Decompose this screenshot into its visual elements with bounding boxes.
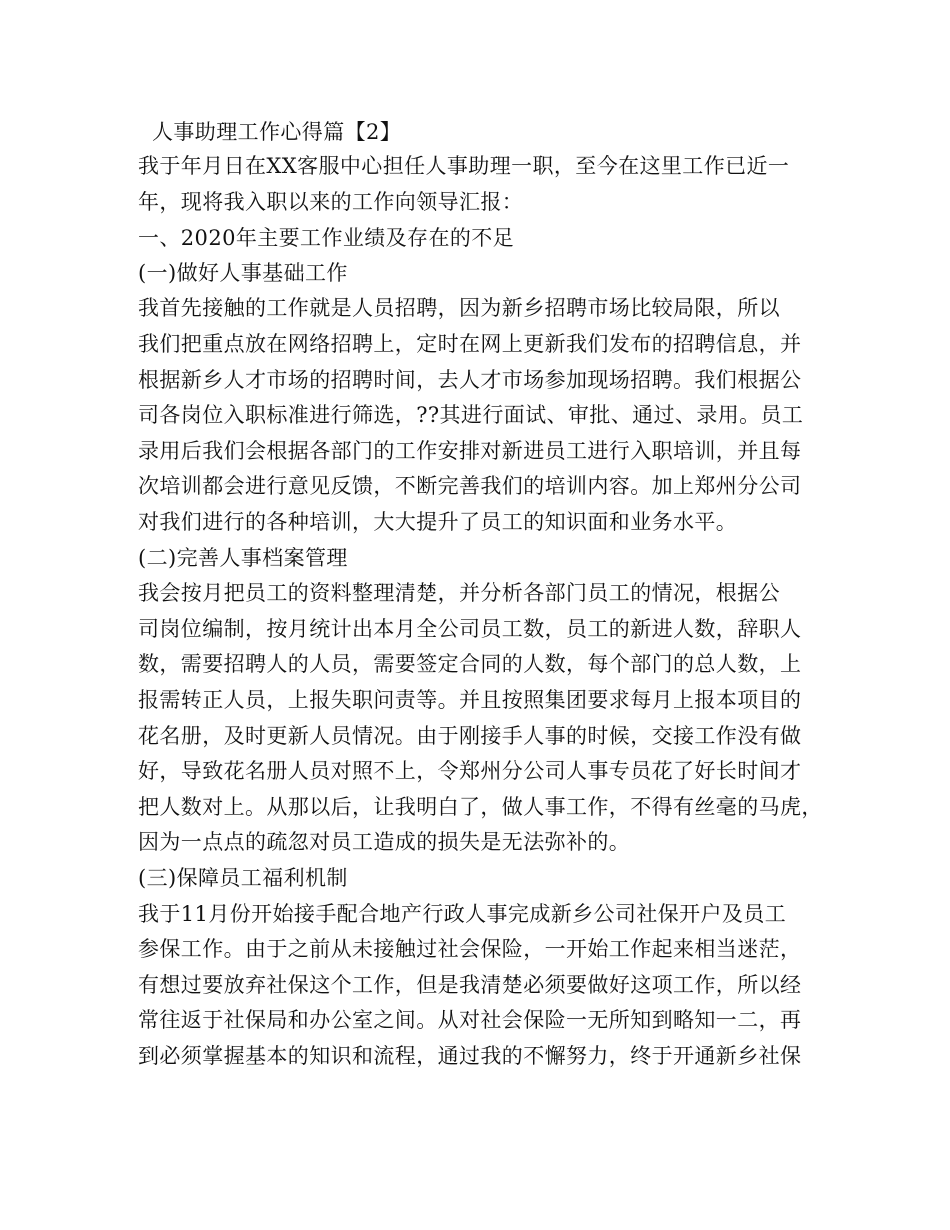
text-line: 根据新乡人才市场的招聘时间，去人才市场参加现场招聘。我们根据公 bbox=[138, 368, 802, 392]
text-line: 次培训都会进行意见反馈，不断完善我们的培训内容。加上郑州分公司 bbox=[138, 474, 802, 498]
text-line: 年，现将我入职以来的工作向领导汇报： bbox=[138, 190, 524, 214]
section-heading: 一、2020年主要工作业绩及存在的不足 bbox=[138, 226, 515, 250]
text-line: 数，需要招聘人的人员，需要签定合同的人数，每个部门的总人数，上 bbox=[138, 652, 802, 676]
subsection-heading: (二)完善人事档案管理 bbox=[138, 546, 348, 570]
text-line: 有想过要放弃社保这个工作，但是我清楚必须要做好这项工作，所以经 bbox=[138, 973, 802, 997]
text-line: 报需转正人员，上报失职问责等。并且按照集团要求每月上报本项目的 bbox=[138, 688, 802, 712]
text-line: 司各岗位入职标准进行筛选，??其进行面试、审批、通过、录用。员工 bbox=[138, 403, 804, 427]
text-line: 参保工作。由于之前从未接触过社会保险，一开始工作起来相当迷茫， bbox=[138, 937, 802, 961]
text-line: 我于11月份开始接手配合地产行政人事完成新乡公司社保开户及员工 bbox=[138, 902, 787, 926]
text-line: 把人数对上。从那以后，让我明白了，做人事工作，不得有丝毫的马虎， bbox=[138, 795, 823, 819]
text-line: 花名册，及时更新人员情况。由于刚接手人事的时候，交接工作没有做 bbox=[138, 724, 802, 748]
text-line: 录用后我们会根据各部门的工作安排对新进员工进行入职培训，并且每 bbox=[138, 439, 802, 463]
subsection-heading: (三)保障员工福利机制 bbox=[138, 866, 348, 890]
text-line: 好，导致花名册人员对照不上，令郑州分公司人事专员花了好长时间才 bbox=[138, 759, 802, 783]
text-line: 到必须掌握基本的知识和流程，通过我的不懈努力，终于开通新乡社保 bbox=[138, 1044, 802, 1068]
text-line: 常往返于社保局和办公室之间。从对社会保险一无所知到略知一二，再 bbox=[138, 1008, 802, 1032]
text-line: 司岗位编制，按月统计出本月全公司员工数，员工的新进人数，辞职人 bbox=[138, 617, 802, 641]
subsection-heading: (一)做好人事基础工作 bbox=[138, 261, 348, 285]
text-line: 我们把重点放在网络招聘上，定时在网上更新我们发布的招聘信息，并 bbox=[138, 332, 802, 356]
text-line: 我首先接触的工作就是人员招聘，因为新乡招聘市场比较局限，所以 bbox=[138, 296, 780, 320]
text-line: 因为一点点的疏忽对员工造成的损失是无法弥补的。 bbox=[138, 830, 631, 854]
document-title: 人事助理工作心得篇【2】 bbox=[152, 120, 402, 144]
text-line: 对我们进行的各种培训，大大提升了员工的知识面和业务水平。 bbox=[138, 510, 738, 534]
text-line: 我于年月日在XX客服中心担任人事助理一职，至今在这里工作已近一 bbox=[138, 154, 790, 178]
text-line: 我会按月把员工的资料整理清楚，并分析各部门员工的情况，根据公 bbox=[138, 581, 780, 605]
